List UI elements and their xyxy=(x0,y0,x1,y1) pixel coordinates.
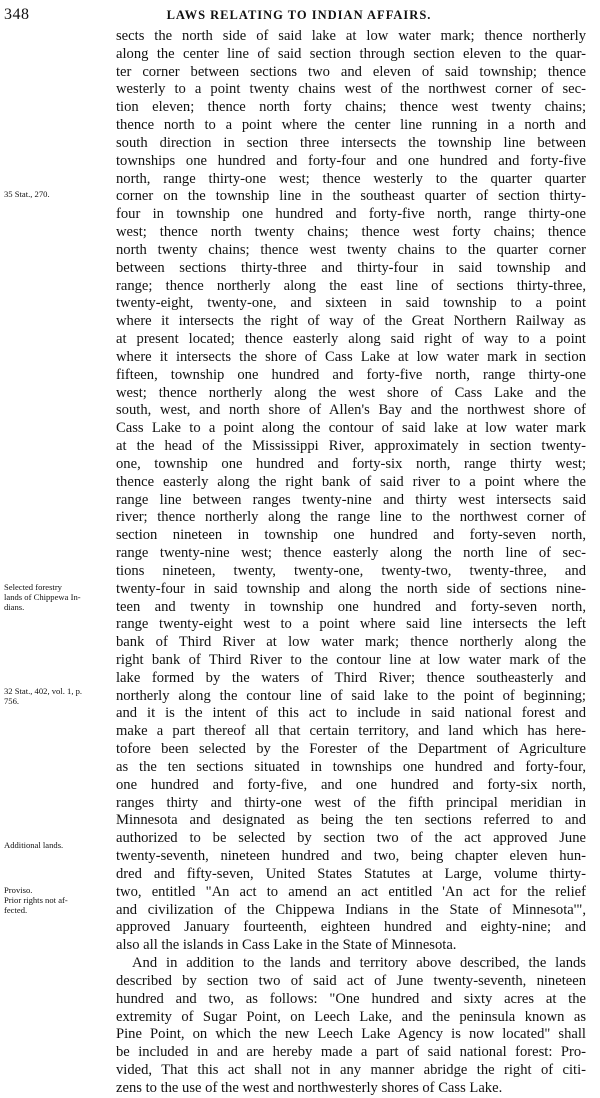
text-line: make a part thereof all that certain territory, and land which has here- xyxy=(116,723,586,740)
text-line: also all the islands in Cass Lake in the State of Minnesota. xyxy=(116,937,457,954)
page-number: 348 xyxy=(4,6,30,23)
text-line: lake formed by the waters of Third River; thence southeasterly and xyxy=(116,669,586,686)
text-line: range; thence northerly along the east line of sections thirty-three, xyxy=(116,277,586,294)
text-line: Minnesota and designated as being the ten sections referred to and xyxy=(116,812,586,829)
text-line: described by section two of said act of June twenty-seventh, nineteen xyxy=(116,972,586,989)
text-line: west; thence north twenty chains; thence west forty chains; thence xyxy=(116,224,586,241)
text-line: between sections thirty-three and thirty-four in said township and xyxy=(116,259,586,276)
text-line: at the head of the Mississippi River, approximately in section twenty- xyxy=(116,438,586,455)
text-line: approved January fourteenth, eighteen hundred and eighty-nine; and xyxy=(116,919,586,936)
text-line: one, township one hundred and forty-six north, range thirty west; xyxy=(116,455,586,472)
text-line: thence easterly along the right bank of said river to a point where the xyxy=(116,473,586,490)
margin-note-stat-270 xyxy=(4,189,108,199)
margin-note-proviso xyxy=(4,885,108,915)
text-line: twenty-four in said township and along the north side of sections nine- xyxy=(116,580,586,597)
text-line: and civilization of the Chippewa Indians in the State of Minnesota'", xyxy=(116,901,586,918)
text-line: south direction in section three intersects the township line between xyxy=(116,134,586,151)
text-line: along the center line of said section through section eleven to the quar- xyxy=(116,45,586,62)
text-line: thence north to a point where the center line running in a north and xyxy=(116,117,586,134)
margin-note-line: 35 Stat., 270. xyxy=(4,189,50,199)
margin-note-additional-lands xyxy=(4,840,108,850)
margin-note-stat-402 xyxy=(4,686,108,706)
text-line: ranges thirty and thirty-one west of the fifth principal meridian in xyxy=(116,794,586,811)
text-line: corner on the township line in the southeast quarter of section thirty- xyxy=(116,188,586,205)
text-line: Cass Lake to a point along the contour of said lake at low water mark xyxy=(116,420,586,437)
text-line: tions nineteen, twenty, twenty-one, twenty-two, twenty-three, and xyxy=(116,562,586,579)
text-line: zens to the use of the west and northwesterly shores of Cass Lake. xyxy=(116,1079,503,1096)
text-line: twenty-seventh, nineteen hundred and two, being chapter eleven hun- xyxy=(116,848,586,865)
text-line: tofore been selected by the Forester of the Department of Agriculture xyxy=(116,741,586,758)
text-line: And in addition to the lands and territory above described, the lands xyxy=(132,955,586,972)
text-line: tion eleven; thence north forty chains; thence west twenty chains; xyxy=(116,99,586,116)
margin-note-line: Proviso. xyxy=(4,885,33,895)
running-title: LAWS RELATING TO INDIAN AFFAIRS. xyxy=(166,8,432,22)
margin-note-line: Additional lands. xyxy=(4,840,64,850)
text-line: section nineteen in township one hundred and forty-seven north, xyxy=(116,527,586,544)
text-line: twenty-eight, twenty-one, and sixteen in said township to a point xyxy=(116,295,586,312)
text-line: westerly to a point twenty chains west of the northwest corner of sec- xyxy=(116,81,586,98)
margin-note-line: 32 Stat., 402, vol. 1, p. xyxy=(4,686,83,696)
text-line: range twenty-eight west to a point where said line intersects the left xyxy=(116,616,586,633)
text-line: south, west, and north shore of Allen's Bay and the northwest shore of xyxy=(116,402,586,419)
text-line: west; thence northerly along the west shore of Cass Lake and the xyxy=(116,384,586,401)
text-line: where it intersects the shore of Cass Lake at low water mark in section xyxy=(116,348,586,365)
text-line: right bank of Third River to the contour line at low water mark of the xyxy=(116,651,586,668)
margin-note-line: Selected forestry xyxy=(4,582,62,592)
text-line: four in township one hundred and forty-five north, range thirty-one xyxy=(116,206,586,223)
text-line: one hundred and forty-five, and one hundred and forty-six north, xyxy=(116,776,586,793)
text-line: where it intersects the right of way of the Great Northern Railway as xyxy=(116,313,586,330)
text-line: extremity of Sugar Point, on Leech Lake, and the peninsula known as xyxy=(116,1008,586,1025)
margin-note-line: fected. xyxy=(4,905,28,915)
margin-note-line: Prior rights not af- xyxy=(4,895,68,905)
text-line: vided, That this act shall not in any manner abridge the right of citi- xyxy=(116,1062,586,1079)
text-line: river; thence northerly along the range line to the northwest corner of xyxy=(116,509,586,526)
text-line: range twenty-nine west; thence easterly along the north line of sec- xyxy=(116,545,586,562)
text-line: hundred and two, as follows: "One hundred and sixty acres at the xyxy=(116,990,586,1007)
text-line: north twenty chains; thence west twenty chains to the quarter corner xyxy=(116,241,586,258)
margin-note-line: lands of Chippewa In- xyxy=(4,592,81,602)
text-line: teen and twenty in township one hundred and forty-seven north, xyxy=(116,598,586,615)
text-line: be included in and are hereby made a part of said national forest: Pro- xyxy=(116,1044,586,1061)
margin-note-line: dians. xyxy=(4,602,25,612)
page-header xyxy=(4,6,594,26)
margin-note-selected-forestry xyxy=(4,582,108,612)
text-line: north, range thirty-one west; thence westerly to the quarter quarter xyxy=(116,170,586,187)
text-line: authorized to be selected by section two of the act approved June xyxy=(116,830,586,847)
text-line: sects the north side of said lake at low water mark; thence northerly xyxy=(116,28,586,44)
text-line: as the ten sections situated in townships one hundred and forty-four, xyxy=(116,758,586,775)
text-line: dred and fifty-seven, United States Statutes at Large, volume thirty- xyxy=(116,865,586,882)
text-line: and it is the intent of this act to include in said national forest and xyxy=(116,705,586,722)
text-line: townships one hundred and forty-four and one hundred and forty-five xyxy=(116,152,586,169)
body-text xyxy=(116,28,586,1098)
text-line: fifteen, township one hundred and forty-five north, range thirty-one xyxy=(116,366,586,383)
text-line: range line between ranges twenty-nine and thirty west intersects said xyxy=(116,491,586,508)
text-line: at present located; thence easterly along said right of way to a point xyxy=(116,331,586,348)
text-line: Pine Point, on which the new Leech Lake Agency is now located" shall xyxy=(116,1026,586,1043)
text-line: two, entitled "An act to amend an act entitled 'An act for the relief xyxy=(116,883,586,900)
text-line: northerly along the contour line of said lake to the point of beginning; xyxy=(116,687,586,704)
margin-note-line: 756. xyxy=(4,696,20,706)
text-line: bank of Third River at low water mark; thence northerly along the xyxy=(116,634,586,651)
text-line: ter corner between sections two and eleven of said township; thence xyxy=(116,63,586,80)
